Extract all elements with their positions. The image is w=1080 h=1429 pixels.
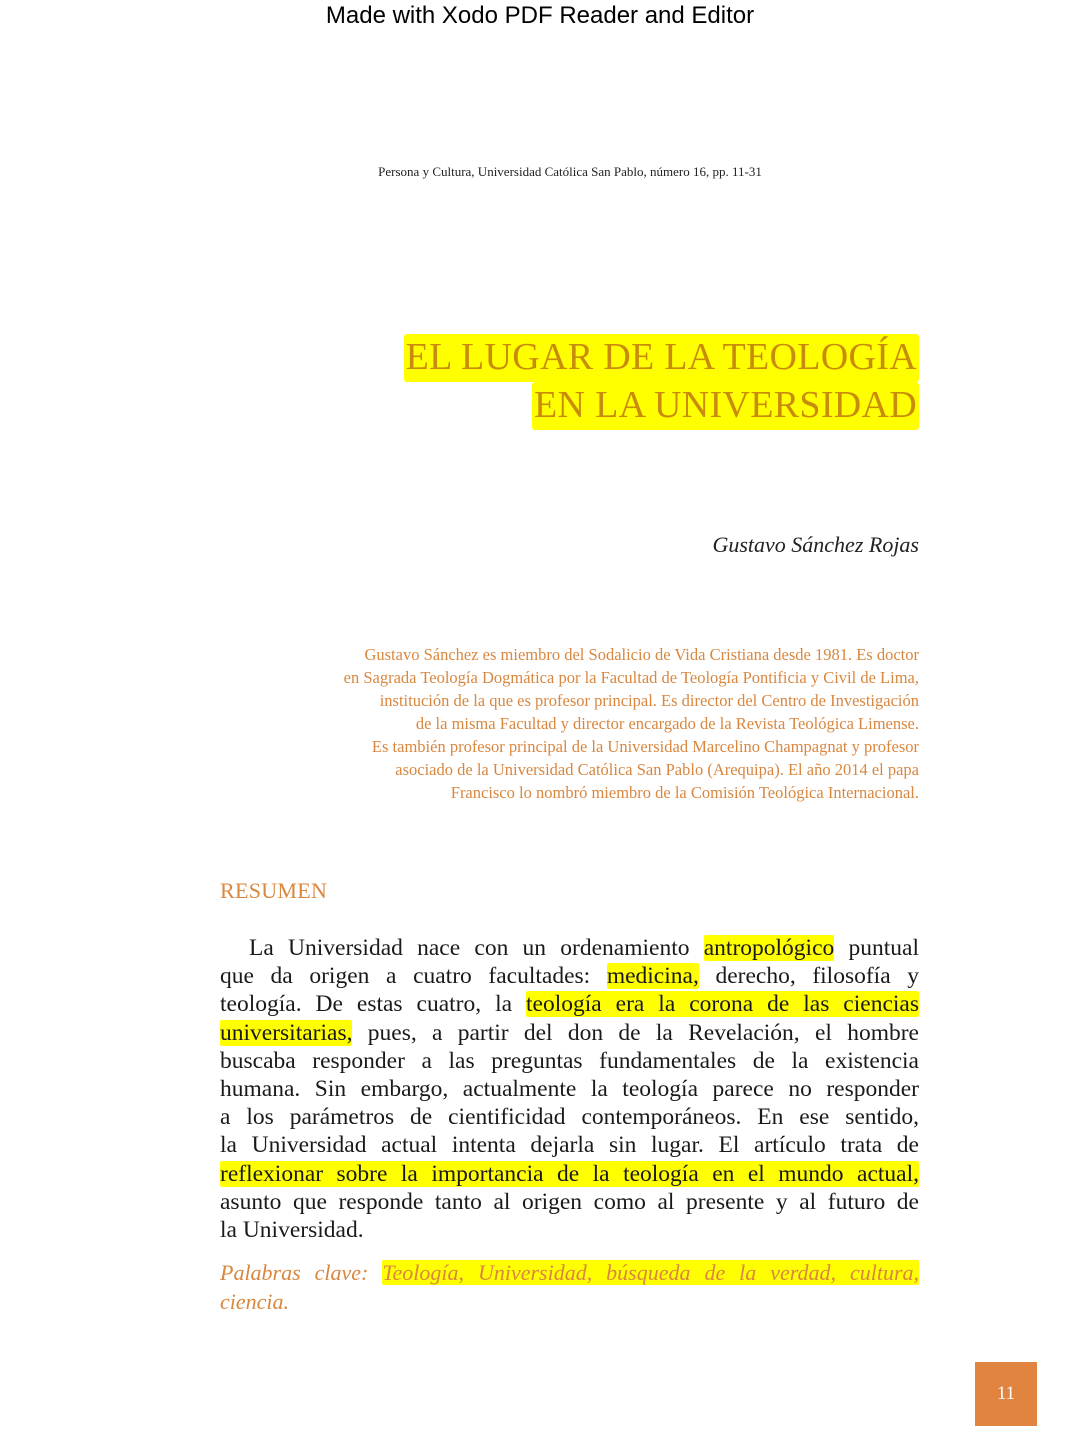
page-number: 11 <box>996 1383 1016 1404</box>
title-line-1: EL LUGAR DE LA TEOLOGÍA <box>404 334 919 382</box>
abstract-line <box>220 962 919 990</box>
abstract-line <box>220 1075 919 1103</box>
text-segment: buscaba responder a las preguntas fundamentales de la existencia <box>220 1047 919 1074</box>
text-segment: que da origen a cuatro facultades: <box>220 963 607 990</box>
bio-line: de la misma Facultad y director encargado de la Revista Teológica Limense. <box>415 714 919 733</box>
text-segment: derecho, filosofía y <box>698 963 919 990</box>
bio-line: asociado de la Universidad Católica San Pablo (Arequipa). El año 2014 el papa <box>395 760 919 779</box>
abstract-line <box>220 1103 919 1131</box>
text-segment: La Universidad nace con un ordenamiento <box>249 935 704 961</box>
author-bio <box>219 643 919 804</box>
text-segment: asunto que responde tanto al origen como al presente y al futuro de <box>220 1188 919 1215</box>
keywords-line-2: ciencia. <box>220 1289 290 1314</box>
watermark-text: Made with Xodo PDF Reader and Editor <box>325 2 755 29</box>
abstract-line <box>220 934 919 962</box>
text-segment: teología. De estas cuatro, la <box>220 991 526 1018</box>
bio-line: Gustavo Sánchez es miembro del Sodalicio de Vida Cristiana desde 1981. Es doctor <box>364 645 919 664</box>
abstract-line <box>220 1188 919 1216</box>
journal-header: Persona y Cultura, Universidad Católica San Pablo, número 16, pp. 11-31 <box>378 164 762 179</box>
abstract-line <box>220 1160 919 1188</box>
keywords-line-1 <box>220 1258 919 1287</box>
highlighted-text: teología era la corona de las ciencias <box>526 991 919 1018</box>
abstract-line <box>220 1216 919 1244</box>
keywords-label: Palabras clave: <box>220 1260 383 1285</box>
text-segment: la Universidad actual intenta dejarla sin lugar. El artículo trata de <box>220 1132 919 1159</box>
abstract-line <box>220 1131 919 1159</box>
text-segment: a los parámetros de cientificidad contemporáneos. En ese sentido, <box>220 1104 919 1131</box>
text-segment: puntual <box>834 935 919 961</box>
abstract-line <box>220 1019 919 1047</box>
page-number-badge <box>975 1362 1037 1426</box>
highlighted-text: reflexionar sobre la importancia de la teología en el mundo actual, <box>220 1160 919 1187</box>
highlighted-text: antropológico <box>703 935 835 961</box>
abstract-line <box>220 1047 919 1075</box>
keywords-highlighted: Teología, Universidad, búsqueda de la verdad, cultura, <box>382 1260 920 1285</box>
abstract-body <box>220 934 919 1244</box>
highlighted-text: medicina, <box>606 963 699 990</box>
section-heading-resumen: RESUMEN <box>220 878 328 903</box>
text-segment: humana. Sin embargo, actualmente la teología parece no responder <box>220 1075 919 1102</box>
author-name: Gustavo Sánchez Rojas <box>712 532 919 557</box>
bio-line: Francisco lo nombró miembro de la Comisión Teológica Internacional. <box>450 783 919 802</box>
bio-line: institución de la que es profesor principal. Es director del Centro de Investigación <box>379 691 919 710</box>
bio-line: Es también profesor principal de la Universidad Marcelino Champagnat y profesor <box>371 737 919 756</box>
keywords <box>220 1258 919 1316</box>
bio-line: en Sagrada Teología Dogmática por la Facultad de Teología Pontificia y Civil de Lima, <box>343 668 919 687</box>
text-segment: la Universidad. <box>220 1216 364 1243</box>
article-title <box>404 334 919 430</box>
highlighted-text: universitarias, <box>220 1019 353 1046</box>
title-line-2: EN LA UNIVERSIDAD <box>532 382 919 430</box>
abstract-line <box>220 990 919 1018</box>
text-segment: pues, a partir del don de la Revelación, el hombre <box>352 1019 919 1046</box>
